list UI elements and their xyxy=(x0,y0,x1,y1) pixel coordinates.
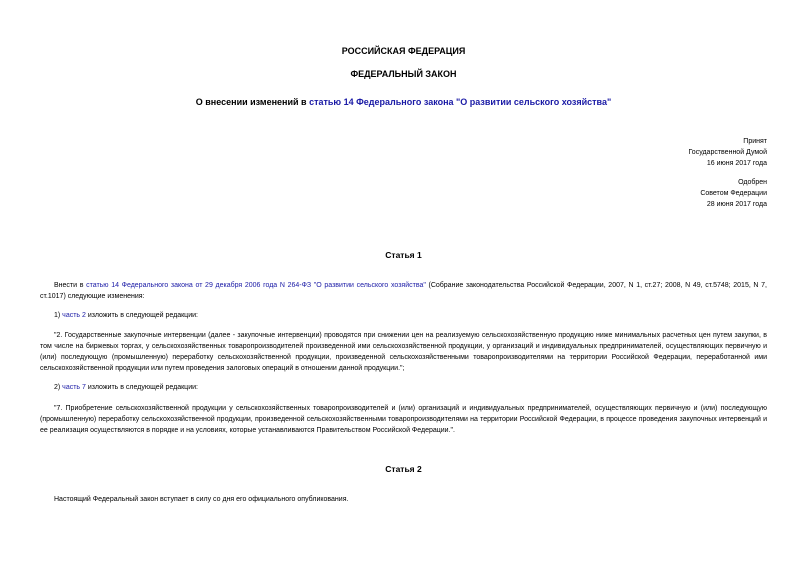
country-heading: РОССИЙСКАЯ ФЕДЕРАЦИЯ xyxy=(341,46,466,56)
item-1-text: "2. Государственные закупочные интервенции (далее - закупочные интервенции) проводятся при снижении цен на реализуемую сельскохозяйственную продукцию ниже минимальных расчетных цен путем закупки, в том числе на биржевых торгах, у сельскохозяйственных товаропроизводителей произведенной ими сельскохозяйственной продукции, у организаций и индивидуальных предпринимателей, осуществляющих первичную и (или) последующую (промышленную) переработку сельскохозяйственной продукции, произведенной сельскохозяйственными товаропроизводителями на территории Российской Федерации, переработанной ими сельскохозяйственной продукции или путем проведения залоговых операций в отношении данной продукции."; xyxy=(40,332,767,372)
intro-suffix: (Собрание законодательства Российской Федерации, 2007, N 1, ст.27; 2008, N 49, ст.5748; 2015, N 7, ст.1017) следующие изменения: xyxy=(40,282,767,300)
intro-link[interactable]: статью 14 Федерального закона от 29 декабря 2006 года N 264-ФЗ "О развитии сельского хозяйства" xyxy=(86,282,426,289)
intro-prefix: Внести в xyxy=(54,282,87,289)
item-2 xyxy=(40,382,767,393)
article-1-heading: Статья 1 xyxy=(385,250,422,260)
item-1-suffix: изложить в следующей редакции: xyxy=(85,312,198,319)
article-2-heading: Статья 2 xyxy=(385,464,422,474)
article-1-intro xyxy=(40,280,767,302)
approved-label: Одобрен xyxy=(738,179,767,186)
law-title-prefix: О внесении изменений в xyxy=(195,97,310,107)
item-2-link[interactable]: часть 7 xyxy=(62,384,86,391)
accepted-date: 16 июня 2017 года xyxy=(706,160,767,167)
accepted-body: Государственной Думой xyxy=(688,149,767,156)
item-2-prefix: 2) xyxy=(54,384,63,391)
article-2-text: Настоящий Федеральный закон вступает в силу со дня его официального опубликования. xyxy=(54,496,349,503)
item-2-text: "7. Приобретение сельскохозяйственной продукции у сельскохозяйственных товаропроизводителей и (или) организаций и индивидуальных предпринимателей, осуществляющих первичную и (или) последующую (промышленную) переработку сельскохозяйственной продукции, произведенной сельскохозяйственными товаропроизводителями на территории Российской Федерации, в процессе проведения закупочных интервенций и ее реализация осуществляются в порядке и на условиях, которые устанавливаются Правительством Российской Федерации.". xyxy=(40,405,767,434)
item-1 xyxy=(40,310,767,321)
accepted-block xyxy=(688,136,767,169)
approved-body: Советом Федерации xyxy=(700,190,767,197)
approved-block xyxy=(700,177,767,210)
item-1-link[interactable]: часть 2 xyxy=(62,312,86,319)
accepted-label: Принят xyxy=(743,138,767,145)
law-title xyxy=(0,97,807,107)
item-2-suffix: изложить в следующей редакции: xyxy=(85,384,198,391)
item-1-prefix: 1) xyxy=(54,312,63,319)
approved-date: 28 июня 2017 года xyxy=(706,201,767,208)
law-title-link[interactable]: статью 14 Федерального закона "О развитии сельского хозяйства" xyxy=(309,97,612,107)
law-type-heading: ФЕДЕРАЛЬНЫЙ ЗАКОН xyxy=(350,69,457,79)
